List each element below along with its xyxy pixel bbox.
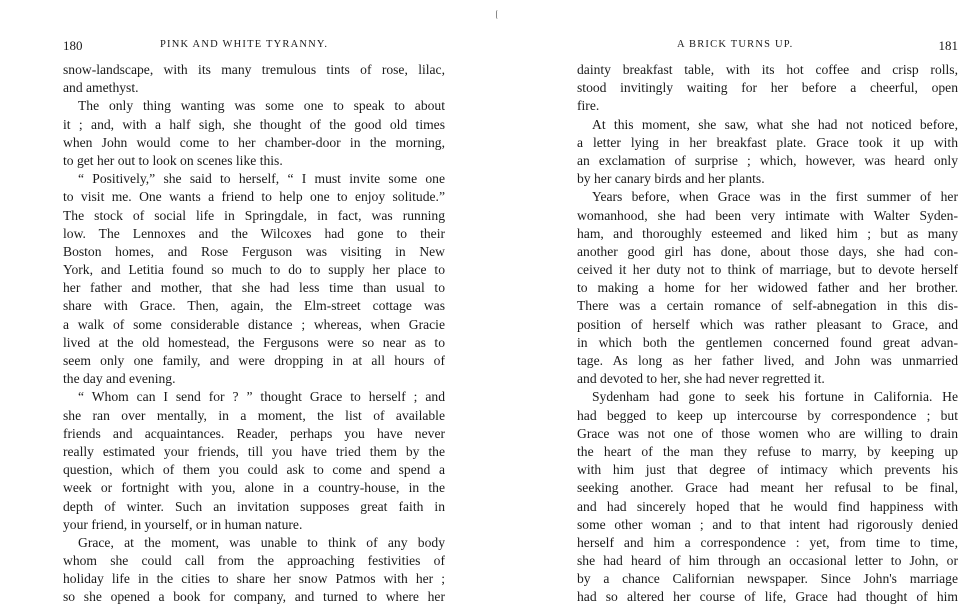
- right-page-number: 181: [938, 38, 958, 53]
- right-running-head: A BRICK TURNS UP.: [677, 39, 794, 50]
- text-line: holiday life in the cities to share her snow Patmos with her ;: [63, 571, 445, 587]
- text-line: and devoted to her, she had never regretted it.: [577, 371, 825, 387]
- text-line: and had sincerely hoped that he would find happiness with: [577, 498, 958, 514]
- text-line: another good girl has done, about those days, she had con-: [577, 243, 958, 259]
- text-line: herself and him a correspondence : yet, from time to time,: [577, 534, 958, 550]
- text-line: a walk of some considerable distance ; whereas, when Gracie: [63, 316, 445, 332]
- text-line: to visit me. One wants a friend to help one to enjoy solitude.”: [63, 189, 445, 205]
- text-line: womanhood, she had been very intimate with Walter Syden-: [577, 207, 958, 223]
- text-line: week or fortnight with you, alone in a country-house, in the: [63, 480, 445, 496]
- text-line: with him just that degree of intimacy which prevents his: [577, 462, 958, 478]
- text-line: it ; and, with a half sigh, she thought of the good old times: [63, 116, 445, 132]
- text-line: so she opened a book for company, and turned to where her: [63, 589, 445, 605]
- text-line: by a chance Californian newspaper. Since John's marriage: [577, 571, 958, 587]
- text-line: question, which of them you could ask to come and spend a: [63, 462, 445, 478]
- text-line: an exclamation of surprise ; which, however, was heard only: [577, 152, 958, 168]
- right-page-header: [573, 38, 958, 54]
- text-line: position of herself which was rather pleasant to Grace, and: [577, 316, 958, 332]
- text-line: tage. As long as her father lived, and John was unmarried: [577, 353, 958, 368]
- text-line: lived at the old homestead, the Fergusons were so near as to: [63, 334, 445, 350]
- text-line: some other woman ; and to that intent had rigorously denied: [577, 516, 958, 532]
- text-line: snow-landscape, with its many tremulous tints of rose, lilac,: [63, 62, 445, 77]
- text-line: At this moment, she saw, what she had not noticed before,: [592, 116, 958, 132]
- text-line: The stock of social life in Springdale, in fact, was running: [63, 207, 445, 223]
- text-line: share with Grace. Then, again, the Elm-street cottage was: [63, 298, 445, 314]
- text-line: to making a home for her widowed father and her brother.: [577, 280, 958, 296]
- text-line: stood invitingly waiting for her before a cheerful, open: [577, 80, 958, 96]
- text-line: she had heard of him through an occasional letter to John, or: [577, 553, 958, 569]
- text-line: York, and Letitia found so much to do to supply her place to: [63, 262, 445, 278]
- text-line: seem only one family, and were dropping in at all hours of: [63, 353, 445, 368]
- text-line: to get her out to look on scenes like this.: [63, 152, 283, 168]
- text-line: whom she could call from the approaching festivities of: [63, 553, 445, 569]
- text-line: The only thing wanting was some one to speak to about: [78, 98, 445, 114]
- text-line: fire.: [577, 98, 600, 114]
- text-line: and amethyst.: [63, 80, 139, 96]
- text-line: she ran over mentally, in a moment, the list of available: [63, 407, 445, 423]
- text-line: her father and mother, that she had less time than usual to: [63, 280, 445, 296]
- right-page: [490, 0, 980, 605]
- text-line: the heart of the man they refuse to marry, by keeping up: [577, 443, 958, 459]
- right-page-body: [577, 61, 958, 607]
- left-running-head: PINK AND WHITE TYRANNY.: [160, 39, 329, 50]
- text-line: a letter lying in her breakfast plate. Grace took it up with: [577, 134, 958, 150]
- text-line: when John would come to her chamber-door in the morning,: [63, 134, 445, 150]
- text-line: seeking another. Grace had meant her refusal to be final,: [577, 480, 958, 496]
- text-line: friends and acquaintances. Reader, perhaps you have never: [63, 425, 445, 441]
- text-line: depth of winter. Such an invitation supposes great faith in: [63, 498, 445, 514]
- text-line: ceived it her duty not to think of marriage, but to devote herself: [577, 262, 958, 278]
- text-line: low. The Lennoxes and the Wilcoxes had gone to their: [63, 225, 445, 241]
- text-line: the day and evening.: [63, 371, 176, 387]
- left-page-number: 180: [63, 38, 83, 53]
- text-line: really estimated your friends, till you have tried them by the: [63, 443, 445, 459]
- text-line: Grace, at the moment, was unable to think of any body: [78, 534, 445, 550]
- text-line: in which both the gentlemen concerned found great advan-: [577, 334, 958, 350]
- text-line: Years before, when Grace was in the first summer of her: [592, 189, 958, 205]
- text-line: “ Whom can I send for ? ” thought Grace to herself ; and: [78, 389, 445, 405]
- text-line: There was a certain romance of self-abnegation in this dis-: [577, 298, 958, 314]
- text-line: Sydenham had gone to seek his fortune in California. He: [592, 389, 958, 405]
- text-line: dainty breakfast table, with its hot coffee and crisp rolls,: [577, 62, 958, 77]
- left-page: [0, 0, 490, 605]
- left-page-body: [63, 61, 445, 607]
- text-line: “ Positively,” she said to herself, “ I must invite some one: [78, 171, 445, 187]
- text-line: had so altered her course of life, Grace had thought of him: [577, 589, 958, 605]
- text-line: ham, and thoroughly esteemed and liked him ; but as many: [577, 225, 958, 241]
- text-line: had begged to keep up intercourse by correspondence ; but: [577, 407, 958, 423]
- text-line: Boston homes, and Rose Ferguson was visiting in New: [63, 243, 445, 259]
- left-page-header: [63, 38, 446, 54]
- text-line: by her canary birds and her plants.: [577, 171, 765, 187]
- text-line: your friend, in yourself, or in human nature.: [63, 516, 303, 532]
- text-line: Grace was not one of those women who are willing to drain: [577, 425, 958, 441]
